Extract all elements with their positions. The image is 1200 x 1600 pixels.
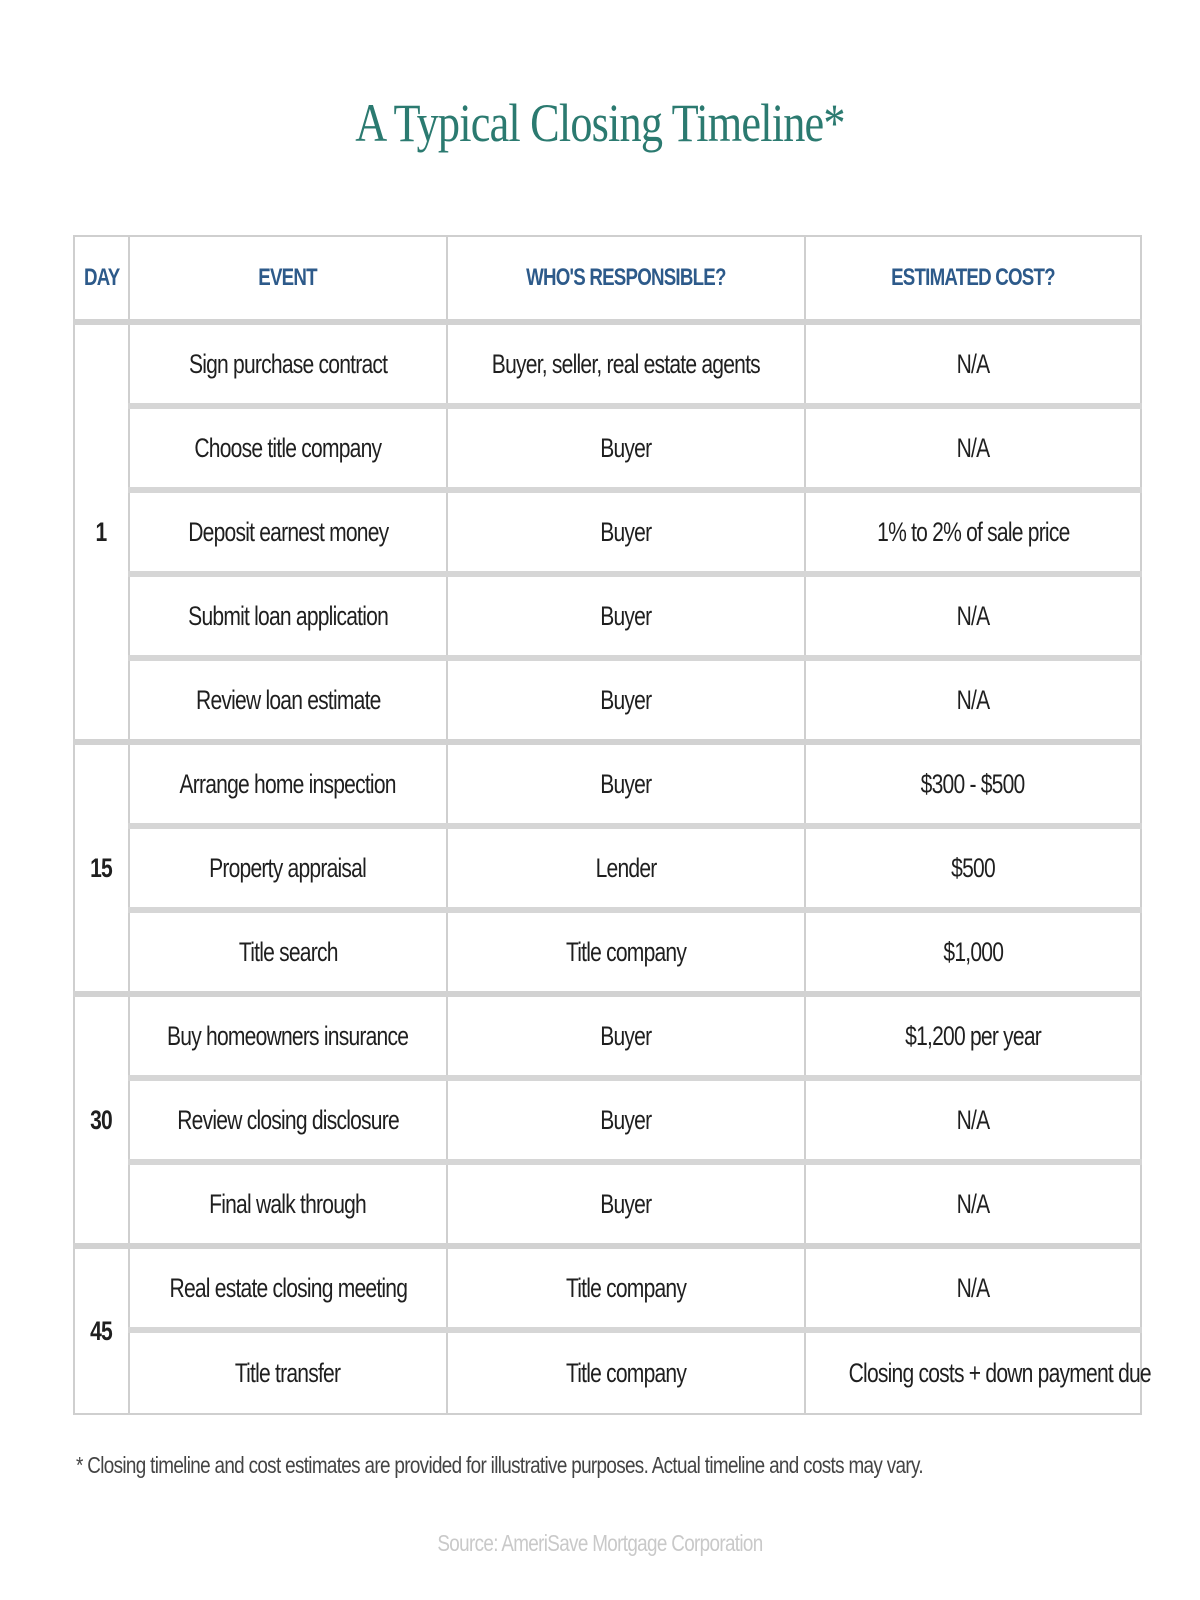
table-row: [74, 322, 1141, 406]
cost-cell: 1% to 2% of sale price: [805, 490, 1141, 574]
event-cell: Real estate closing meeting: [129, 1246, 447, 1330]
table-row: [74, 1162, 1141, 1246]
table-row: [74, 490, 1141, 574]
table-row: [74, 574, 1141, 658]
event-cell: Deposit earnest money: [129, 490, 447, 574]
header-cost: ESTIMATED COST?: [805, 236, 1141, 322]
cost-cell: $300 - $500: [805, 742, 1141, 826]
cost-cell: $500: [805, 826, 1141, 910]
event-cell: Arrange home inspection: [129, 742, 447, 826]
responsible-cell: Title company: [447, 1246, 805, 1330]
event-cell: Choose title company: [129, 406, 447, 490]
day-cell: 30: [74, 994, 129, 1246]
responsible-cell: Buyer: [447, 742, 805, 826]
responsible-cell: Buyer: [447, 490, 805, 574]
table-row: [74, 994, 1141, 1078]
event-cell: Title transfer: [129, 1330, 447, 1414]
cost-cell: N/A: [805, 1162, 1141, 1246]
responsible-cell: Buyer: [447, 658, 805, 742]
event-cell: Property appraisal: [129, 826, 447, 910]
cost-cell: Closing costs + down payment due: [805, 1330, 1141, 1414]
table-row: [74, 658, 1141, 742]
cost-cell: N/A: [805, 322, 1141, 406]
event-cell: Review loan estimate: [129, 658, 447, 742]
header-responsible: WHO'S RESPONSIBLE?: [447, 236, 805, 322]
responsible-cell: Buyer, seller, real estate agents: [447, 322, 805, 406]
page-title: A Typical Closing Timeline*: [355, 93, 845, 153]
responsible-cell: Buyer: [447, 994, 805, 1078]
cost-cell: N/A: [805, 1078, 1141, 1162]
day-cell: 15: [74, 742, 129, 994]
event-cell: Submit loan application: [129, 574, 447, 658]
day-cell: 1: [74, 322, 129, 742]
event-cell: Title search: [129, 910, 447, 994]
event-cell: Sign purchase contract: [129, 322, 447, 406]
table-row: [74, 742, 1141, 826]
cost-cell: $1,200 per year: [805, 994, 1141, 1078]
responsible-cell: Buyer: [447, 574, 805, 658]
table-row: [74, 910, 1141, 994]
cost-cell: $1,000: [805, 910, 1141, 994]
cost-cell: N/A: [805, 658, 1141, 742]
table-header-row: [74, 236, 1141, 322]
source-credit: Source: AmeriSave Mortgage Corporation: [437, 1530, 763, 1556]
table-row: [74, 826, 1141, 910]
table-row: [74, 1078, 1141, 1162]
responsible-cell: Buyer: [447, 406, 805, 490]
responsible-cell: Lender: [447, 826, 805, 910]
cost-cell: N/A: [805, 1246, 1141, 1330]
responsible-cell: Title company: [447, 1330, 805, 1414]
table-row: [74, 406, 1141, 490]
table-row: [74, 1246, 1141, 1330]
cost-cell: N/A: [805, 574, 1141, 658]
cost-cell: N/A: [805, 406, 1141, 490]
table-row: [74, 1330, 1141, 1414]
header-day: DAY: [74, 236, 129, 322]
event-cell: Final walk through: [129, 1162, 447, 1246]
closing-timeline-table: [73, 235, 1151, 1415]
event-cell: Review closing disclosure: [129, 1078, 447, 1162]
responsible-cell: Buyer: [447, 1078, 805, 1162]
responsible-cell: Title company: [447, 910, 805, 994]
event-cell: Buy homeowners insurance: [129, 994, 447, 1078]
day-cell: 45: [74, 1246, 129, 1414]
header-event: EVENT: [129, 236, 447, 322]
responsible-cell: Buyer: [447, 1162, 805, 1246]
footnote: * Closing timeline and cost estimates are provided for illustrative purposes. Actual timeline and costs may vary.: [76, 1452, 923, 1478]
